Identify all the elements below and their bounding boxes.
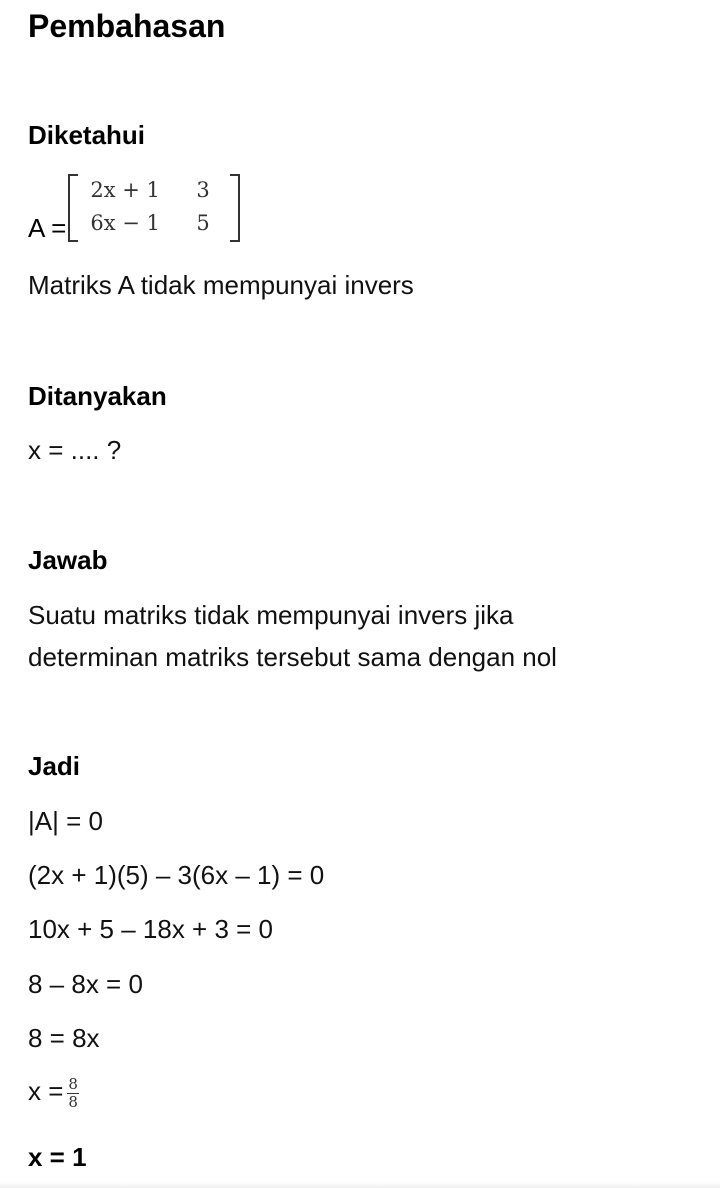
heading-jawab: Jawab [28,545,108,575]
heading-ditanyakan: Ditanyakan [28,381,167,411]
step-4: 8 – 8x = 0 [28,969,143,999]
fraction-denominator: 8 [68,1092,78,1111]
bottom-divider [0,1182,720,1188]
question-text: x = .... ? [28,435,122,465]
matrix-cell-r2c2: 5 [196,211,210,235]
matrix-a [68,172,240,242]
fraction-numerator: 8 [68,1074,78,1093]
matrix-cell-r1c1: 2x + 1 [90,178,160,202]
matrix-right-bracket [230,174,240,242]
jawab-line-2: determinan matriks tersebut sama dengan nol [28,642,557,672]
fraction-prefix: x = [28,1076,64,1106]
heading-jadi: Jadi [28,751,81,781]
step-2: (2x + 1)(5) – 3(6x – 1) = 0 [28,860,325,890]
matrix-a-expression [28,170,240,244]
matrix-cell-r1c2: 3 [196,178,210,202]
page-title: Pembahasan [28,8,226,44]
matrix-left-bracket [68,174,78,242]
step-1: |A| = 0 [28,806,103,836]
step-5: 8 = 8x [28,1023,100,1053]
step-3: 10x + 5 – 18x + 3 = 0 [28,914,274,944]
jawab-line-1: Suatu matriks tidak mempunyai invers jika [28,600,514,630]
matrix-cell-r2c1: 6x − 1 [90,211,160,235]
heading-diketahui: Diketahui [28,120,146,150]
fraction-eight-over-eight [67,1074,79,1111]
final-answer: x = 1 [28,1142,87,1172]
matrix-prefix: A = [28,213,67,243]
statement-no-inverse: Matriks A tidak mempunyai invers [28,270,414,300]
fraction-step [28,1075,79,1110]
